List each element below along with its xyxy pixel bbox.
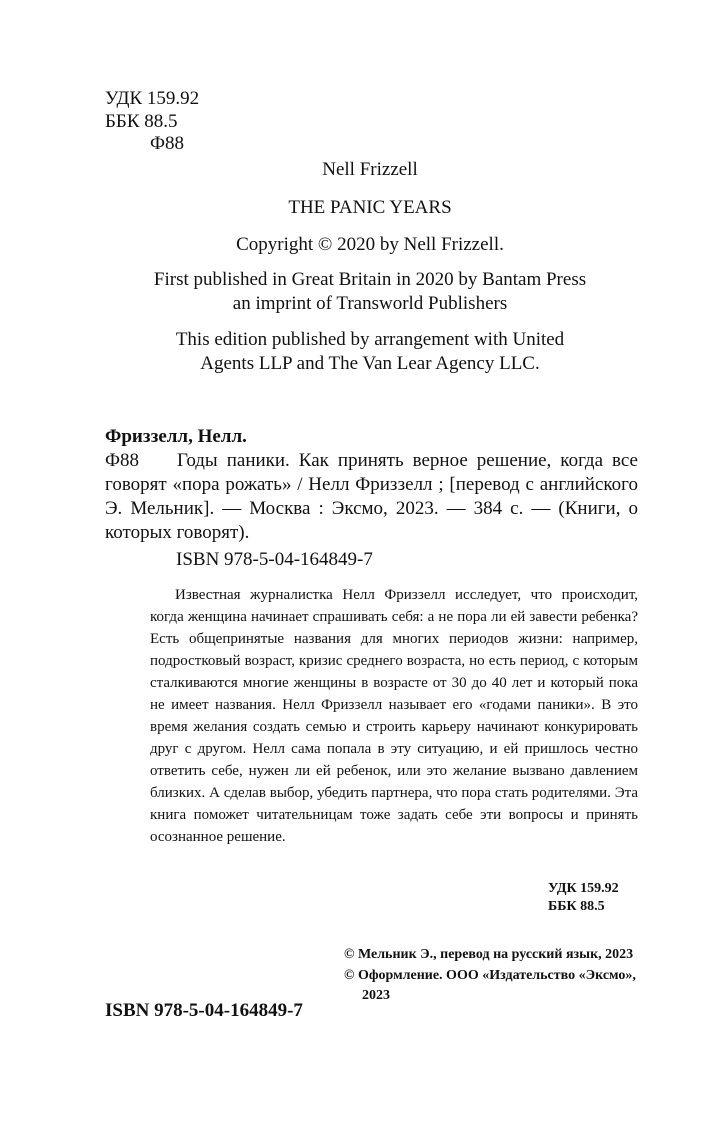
- catalog-code: Ф88: [105, 450, 140, 471]
- original-author: Nell Frizzell: [322, 159, 418, 180]
- catalog-entry: [105, 425, 638, 545]
- catalog-isbn: ISBN 978-5-04-164849-7: [176, 549, 373, 570]
- classification-codes: [105, 88, 199, 156]
- author-mark: Ф88: [150, 133, 185, 154]
- bbk-code: ББК 88.5: [105, 110, 178, 132]
- first-published: [100, 268, 640, 316]
- bottom-bbk-code: ББК 88.5: [548, 899, 605, 914]
- edition-line-1: This edition published by arrangement with United: [175, 329, 565, 350]
- bottom-isbn: ISBN 978-5-04-164849-7: [105, 1000, 303, 1021]
- catalog-heading: Фриззелл, Нелл.: [105, 426, 247, 447]
- original-copyright: Copyright © 2020 by Nell Frizzell.: [236, 234, 504, 255]
- bottom-classification-codes: [548, 880, 619, 916]
- edition-note: [100, 328, 640, 376]
- catalog-description: Годы паники. Как принять верное решение, когда все говорят «пора рожать» / Нелл Фриззелл ; [перевод с английского Э. Мельник]. — Москва : Эксмо, 2023. — 384 с. — (Книги, о которых говорят).: [105, 450, 638, 543]
- first-published-line-2: an imprint of Transworld Publishers: [232, 293, 508, 314]
- edition-line-2: Agents LLP and The Van Lear Agency LLC.: [200, 353, 540, 374]
- original-title: THE PANIC YEARS: [288, 197, 452, 218]
- translation-copyright: © Мельник Э., перевод на русский язык, 2023: [344, 947, 634, 962]
- annotation: Известная журналистка Нелл Фриззелл исследует, что происходит, когда женщина начинает спрашивать себя: а не пора ли ей завести ребенка? Есть общепринятые названия для многих периодов жизни: например, подростковый возраст, кризис среднего возраста, но есть период, с которым сталкиваются многие женщины в возрасте от 30 до 40 лет и который пока не имеет названия. Нелл Фриззелл называет его «годами паники». В это время желания создать семью и строить карьеру начинают конкурировать друг с другом. Нелл сама попала в эту ситуацию, и ей пришлось честно ответить себе, нужен ли ей ребенок, или это желание вызвано давлением близких. А сделав выбор, убедить партнера, что пора стать родителями. Эта книга поможет читательницам тоже задать себе эти вопросы и принять осознанное решение.: [150, 587, 638, 845]
- bottom-udk-code: УДК 159.92: [548, 881, 619, 896]
- catalog-description-block: [105, 449, 638, 545]
- design-copyright: © Оформление. ООО «Издательство «Эксмо», 2023: [344, 968, 636, 1003]
- udk-code: УДК 159.92: [105, 88, 200, 109]
- first-published-line-1: First published in Great Britain in 2020 by Bantam Press: [153, 269, 587, 290]
- copyright-notices: [344, 945, 644, 1007]
